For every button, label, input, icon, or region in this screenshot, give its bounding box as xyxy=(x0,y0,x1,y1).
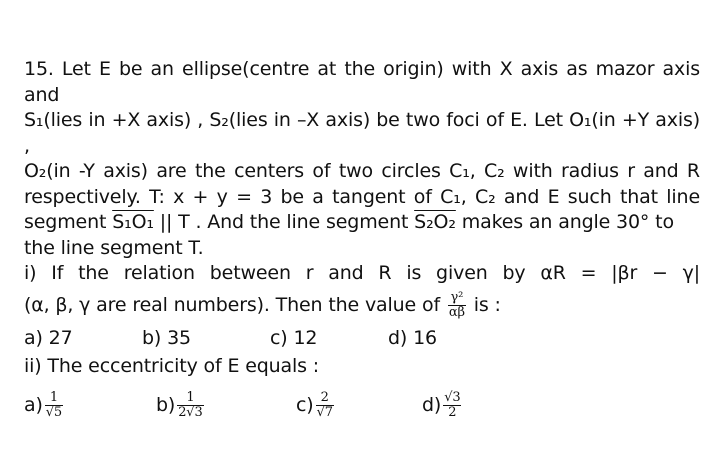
question-line-2: S₁(lies in +X axis) , S₂(lies in –X axis) be two foci of E. Let O₁(in +Y axis) , xyxy=(24,109,700,157)
part-2-options xyxy=(24,387,700,431)
option-a-label: a) xyxy=(24,394,43,416)
question-line-5 xyxy=(24,210,700,236)
option-a-num: 1 xyxy=(49,390,58,405)
option-a-eccentricity xyxy=(24,391,65,420)
part-1-options xyxy=(24,326,700,354)
part-1-cont-suffix: is : xyxy=(467,293,501,316)
option-d: d) 16 xyxy=(388,326,437,349)
option-a-den: √5 xyxy=(45,405,63,420)
frac-denominator: αβ xyxy=(448,304,465,320)
option-c-fraction xyxy=(316,391,334,420)
segment-s1o1: S₁O₁ xyxy=(112,211,154,233)
part-2-text: ii) The eccentricity of E equals : xyxy=(24,354,320,377)
question-block xyxy=(24,57,700,431)
option-b-label: b) xyxy=(156,394,176,416)
segment-s2o2: S₂O₂ xyxy=(414,211,456,233)
option-c-num: 2 xyxy=(320,390,329,405)
option-b: b) 35 xyxy=(142,326,191,349)
option-c: c) 12 xyxy=(270,326,318,349)
part-1-text: i) If the relation between r and R is given by αR = |βr − γ| xyxy=(24,262,700,284)
option-c-eccentricity xyxy=(296,391,336,420)
option-d-num: √3 xyxy=(444,390,461,405)
option-d-den: 2 xyxy=(443,405,461,420)
option-d-fraction xyxy=(443,391,461,420)
option-c-label: c) xyxy=(296,394,314,416)
line5-suffix: makes an angle 30° to xyxy=(455,211,674,233)
gamma-sq-over-alpha-beta xyxy=(448,291,466,320)
question-line-4: respectively. T: x + y = 3 be a tangent of C₁, C₂ and E such that line xyxy=(24,185,700,208)
option-b-num: 1 xyxy=(186,390,195,405)
option-d-label: d) xyxy=(422,394,442,416)
option-b-fraction xyxy=(177,391,203,420)
frac-numerator: γ² xyxy=(450,289,464,305)
option-a-fraction xyxy=(45,391,63,420)
option-d-eccentricity xyxy=(422,391,463,420)
part-1-continuation xyxy=(24,291,700,320)
option-a: a) 27 xyxy=(24,326,73,349)
part-1-cont-prefix: (α, β, γ are real numbers). Then the value of xyxy=(24,293,446,316)
question-line-3: O₂(in -Y axis) are the centers of two circles C₁, C₂ with radius r and R xyxy=(24,160,700,182)
line5-prefix: segment xyxy=(24,211,113,233)
line5-mid: || T . And the line segment xyxy=(153,211,415,233)
question-line-1: 15. Let E be an ellipse(centre at the origin) with X axis as mazor axis and xyxy=(24,58,700,106)
option-b-eccentricity xyxy=(156,391,206,420)
question-line-6: the line segment T. xyxy=(24,236,204,259)
option-b-den: 2√3 xyxy=(178,405,203,420)
option-c-den: √7 xyxy=(316,405,333,420)
